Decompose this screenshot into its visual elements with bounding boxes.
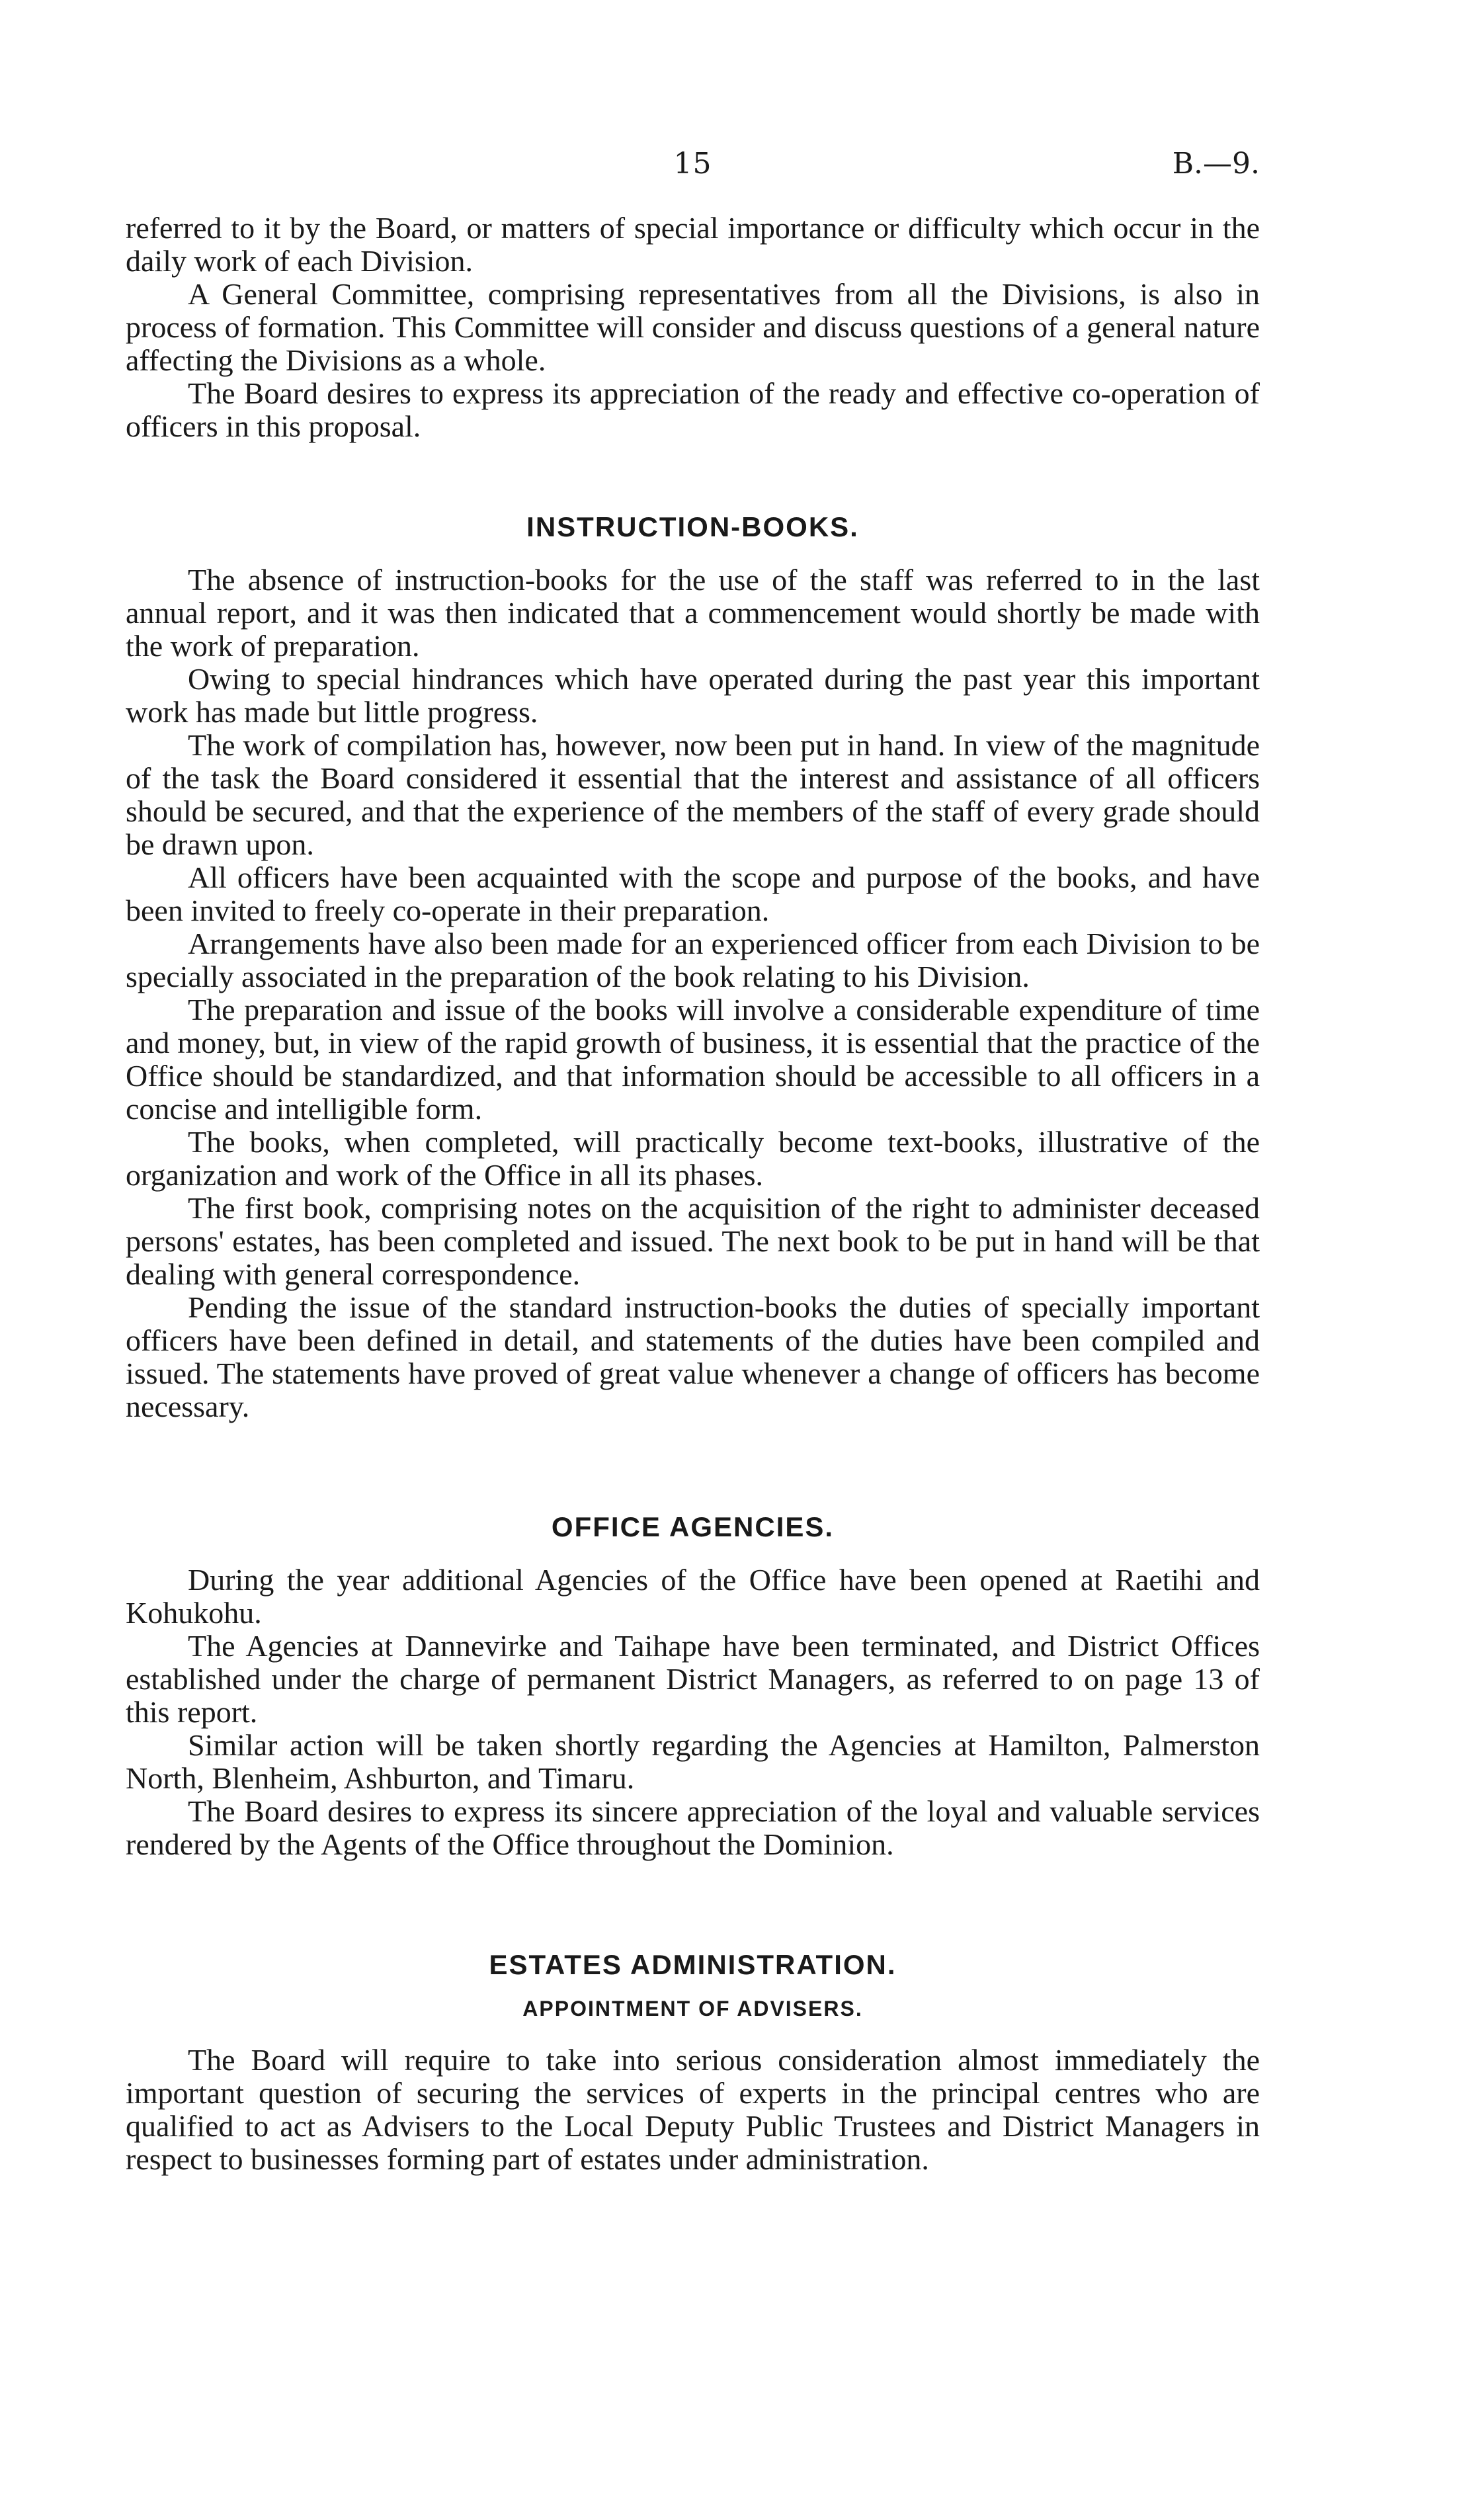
paragraph: Owing to special hindrances which have operated during the past year this important work has made but little progress. [126, 662, 1260, 729]
paragraph: referred to it by the Board, or matters of special importance or difficulty which occur in the daily work of each Division. [126, 211, 1260, 278]
document-page [126, 0, 1260, 2500]
paragraph: The Board will require to take into serious consideration almost immediately the important question of securing the services of experts in the principal centres who are qualified to act as Advisers to the Local Deputy Public Trustees and District Managers in respect to businesses forming part of estates under administration. [126, 2043, 1260, 2176]
paragraph: The preparation and issue of the books will involve a considerable expenditure of time and money, but, in view of the rapid growth of business, it is essential that the practice of the Office should be standardized, and that information should be accessible to all officers in a concise and intelligible form. [126, 993, 1260, 1126]
paragraph: The first book, comprising notes on the acquisition of the right to administer deceased persons' estates, has been completed and issued. The next book to be put in hand will be that dealing with general correspondence. [126, 1191, 1260, 1291]
paragraph: All officers have been acquainted with the scope and purpose of the books, and have been invited to freely co-operate in their preparation. [126, 860, 1260, 927]
document-code: B.—9. [1172, 147, 1260, 181]
section-heading: INSTRUCTION-BOOKS. [526, 511, 859, 542]
paragraph: The Agencies at Dannevirke and Taihape have been terminated, and District Offices established under the charge of permanent District Managers, as referred to on page 13 of this report. [126, 1629, 1260, 1729]
intro-section [126, 212, 1260, 443]
paragraph: The work of compilation has, however, now been put in hand. In view of the magnitude of the task the Board considered it essential that the interest and assistance of all officers should be secured, and that the experience of the members of the staff of every grade should be drawn upon. [126, 728, 1260, 861]
section-subheading: APPOINTMENT OF ADVISERS. [522, 1997, 863, 2021]
section-heading: ESTATES ADMINISTRATION. [489, 1949, 897, 1980]
instruction-books-section [126, 511, 1260, 1423]
estates-administration-section [126, 1948, 1260, 2176]
paragraph: Similar action will be taken shortly regarding the Agencies at Hamilton, Palmerston North, Blenheim, Ashburton, and Timaru. [126, 1728, 1260, 1795]
page-number: 15 [673, 147, 712, 181]
paragraph: Pending the issue of the standard instruction-books the duties of specially important officers have been defined in detail, and statements of the duties have been compiled and issued. The statements have proved of great value whenever a change of officers has become necessary. [126, 1290, 1260, 1423]
paragraph: During the year additional Agencies of the Office have been opened at Raetihi and Kohukohu. [126, 1563, 1260, 1630]
paragraph: Arrangements have also been made for an experienced officer from each Division to be specially associated in the preparation of the book relating to his Division. [126, 927, 1260, 993]
paragraph: The absence of instruction-books for the use of the staff was referred to in the last annual report, and it was then indicated that a commencement would shortly be made with the work of preparation. [126, 563, 1260, 663]
paragraph: A General Committee, comprising representatives from all the Divisions, is also in process of formation. This Committee will consider and discuss questions of a general nature affecting the Divisions as a whole. [126, 277, 1260, 377]
page-body [126, 212, 1260, 2176]
paragraph: The Board desires to express its appreciation of the ready and effective co-operation of officers in this proposal. [126, 376, 1260, 443]
paragraph: The Board desires to express its sincere appreciation of the loyal and valuable services rendered by the Agents of the Office throughout the Dominion. [126, 1794, 1260, 1861]
paragraph: The books, when completed, will practically become text-books, illustrative of the organization and work of the Office in all its phases. [126, 1125, 1260, 1192]
section-heading: OFFICE AGENCIES. [551, 1511, 835, 1542]
office-agencies-section [126, 1511, 1260, 1861]
